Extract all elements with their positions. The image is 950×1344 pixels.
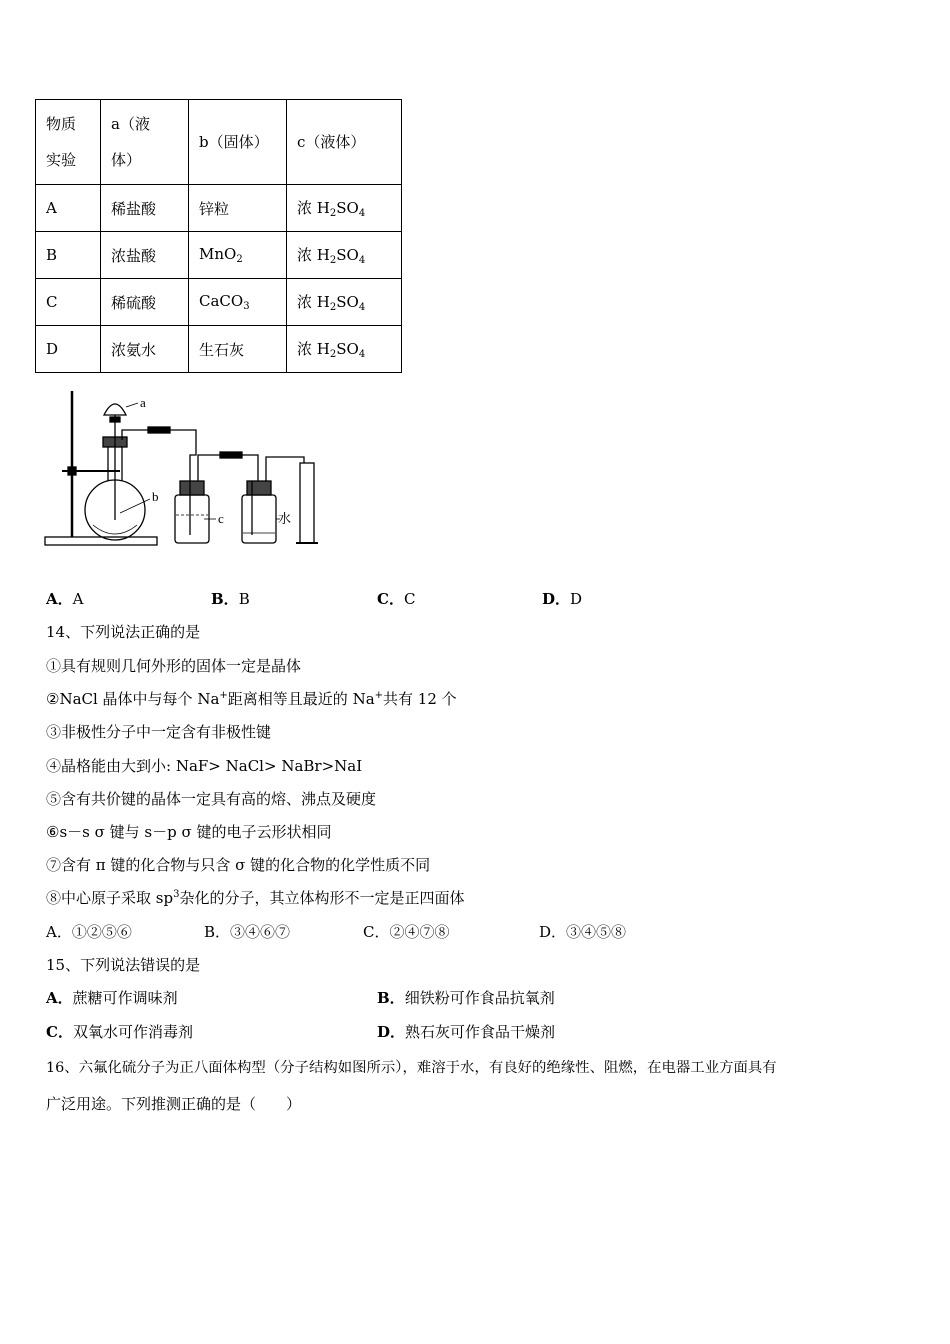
q15-option-d[interactable]: D．熟石灰可作食品干燥剂 [377,1023,556,1041]
collection-bottle [242,495,276,543]
cell-b: 生石灰 [189,326,287,373]
q16-stem-line-2: 广泛用途。下列推测正确的是（ ） [46,1095,302,1113]
wash-bottle-c [175,495,209,543]
cell-a: 浓氨水 [101,326,189,373]
cell-a: 稀盐酸 [101,185,189,232]
q16-stem-line-1: 16、六氟化硫分子为正八面体构型（分子结构如图所示），难溶于水，有良好的绝缘性、阻燃，在电器工业方面具有 [46,1060,777,1076]
cell-exp: D [36,326,101,373]
q13-option-b[interactable]: B．B [211,590,250,608]
q13-option-d[interactable]: D．D [542,590,583,608]
q14-statement-7: ⑦含有 π 键的化合物与只含 σ 键的化合物的化学性质不同 [46,856,431,874]
q15-option-c[interactable]: C．双氧水可作消毒剂 [46,1023,193,1041]
header-cell-c: c（液体） [287,100,402,185]
q14-statement-4: ④晶格能由大到小: NaF> NaCl> NaBr>NaI [46,757,363,775]
cell-b: 锌粒 [189,185,287,232]
cell-a: 浓盐酸 [101,232,189,279]
gas-apparatus-diagram [40,385,340,553]
cell-exp: B [36,232,101,279]
table-row [36,232,402,279]
q14-option-c[interactable]: C．②④⑦⑧ [363,923,450,941]
cell-c: 浓 $H_2SO_4$ [287,279,402,326]
q14-statement-1: ①具有规则几何外形的固体一定是晶体 [46,657,302,675]
label-b: b [152,489,159,504]
cell-b: MnO$_2$ [189,232,287,279]
delivery-tube-3 [266,457,304,481]
q15-stem: 15、下列说法错误的是 [46,956,201,974]
table-row [36,279,402,326]
q13-option-c[interactable]: C．C [377,590,416,608]
header-cell-b: b（固体） [189,100,287,185]
cell-exp: A [36,185,101,232]
q14-option-a[interactable]: A．①②⑤⑥ [46,923,132,941]
q14-option-d[interactable]: D．③④⑤⑧ [539,923,627,941]
label-a: a [140,395,146,410]
q13-option-a[interactable]: A．A [46,590,84,608]
delivery-tube-2 [198,455,258,481]
reagent-table [35,99,402,373]
separatory-funnel [104,404,126,415]
q14-statement-2: ②NaCl 晶体中与每个 Na+距离相等且最近的 Na+共有 12 个 [46,690,457,708]
q15-option-a[interactable]: A．蔗糖可作调味剂 [46,989,178,1007]
stand-base [45,537,157,545]
measuring-cylinder [300,463,314,543]
table-row [36,326,402,373]
q14-option-b[interactable]: B．③④⑥⑦ [204,923,291,941]
q14-statement-8: ⑧中心原子采取 $sp^3$杂化的分子，其立体构形不一定是正四面体 [46,889,465,907]
q15-option-b[interactable]: B．细铁粉可作食品抗氧剂 [377,989,555,1007]
table-header-row [36,100,402,185]
cell-a: 稀硫酸 [101,279,189,326]
label-water: 水 [278,512,292,527]
q14-stem: 14、下列说法正确的是 [46,623,201,641]
q14-statement-6: ⑥s－s σ 键与 s－p σ 键的电子云形状相同 [46,823,332,841]
cell-c: 浓 $H_2SO_4$ [287,185,402,232]
cell-c: 浓 $H_2SO_4$ [287,232,402,279]
cell-c: 浓 $H_2SO_4$ [287,326,402,373]
q14-statement-3: ③非极性分子中一定含有非极性键 [46,723,272,741]
cell-exp: C [36,279,101,326]
cell-b: CaCO$_3$ [189,279,287,326]
header-cell-a: a（液 体） [101,100,189,185]
header-cell-material: 物质 实验 [36,100,101,185]
q14-statement-5: ⑤含有共价键的晶体一定具有高的熔、沸点及硬度 [46,790,377,808]
table-row [36,185,402,232]
label-c: c [218,511,224,526]
